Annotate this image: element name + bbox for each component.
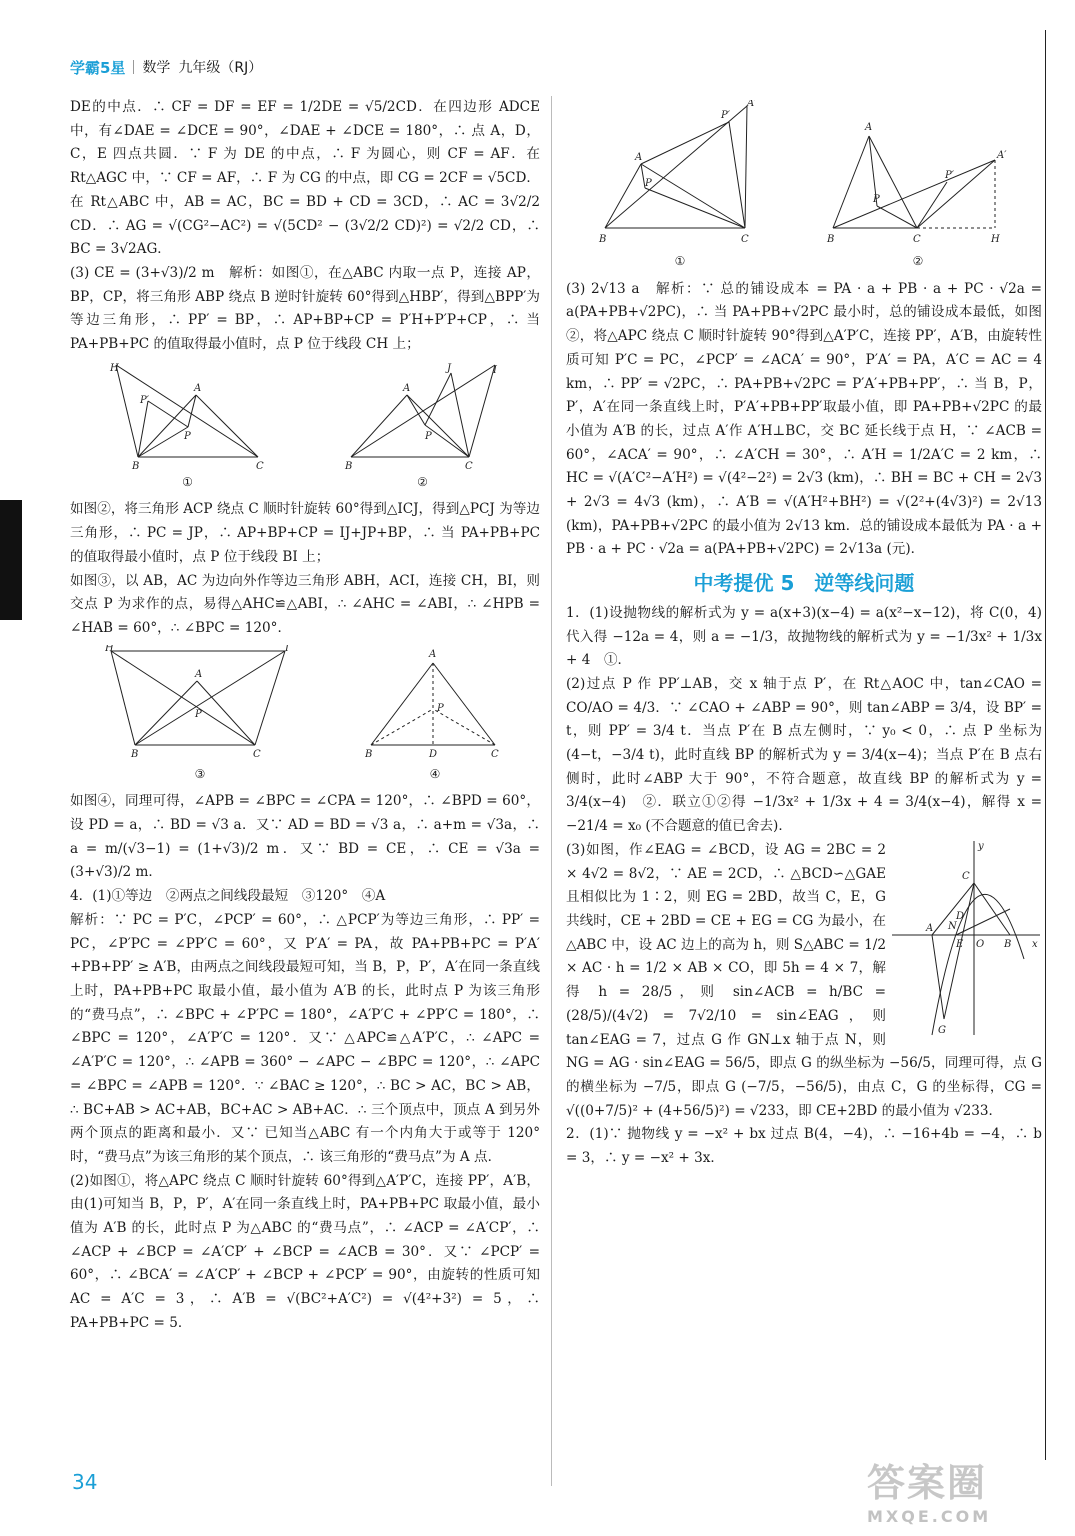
figure-row-3-4 — [70, 645, 540, 787]
page-number: 34 — [72, 1470, 98, 1494]
question-1-part-1: 1．(1)设抛物线的解析式为 y = a(x+3)(x−4) = a(x²−x−12)，将 C(0，4)代入得 −12a = 4，则 a = −1/3，故抛物线的解析式为 y = −1/3x² + 1/3x + 4 ①． — [566, 604, 1042, 669]
figure-1 — [108, 361, 268, 495]
svg-text:A: A — [429, 648, 437, 660]
svg-text:A: A — [865, 122, 873, 133]
svg-text:C: C — [913, 234, 921, 245]
watermark-logo — [867, 1452, 1047, 1526]
parabola-figure-diagram — [892, 839, 1042, 1039]
svg-text:P: P — [645, 178, 652, 189]
right-column — [566, 96, 1042, 1171]
figure-4-caption: ④ — [429, 766, 441, 781]
question-1-part-2: (2)过点 P 作 PP′⊥AB，交 x 轴于点 P′，在 Rt△AOC 中，tan∠CAO = CO/AO = 4/3．∵ ∠CAO + ∠ABP = 90°，则 tan∠ABP = 3/4，设 BP′ = t，则 PP′ = 3/4 t．当点 P′在 B 点左侧时，∵ y₀ < 0，∴ 点 P 坐标为 (4−t，−3/4 t)，此时直线 BP 的解析式为 y = 3/4(x−4)；当点 P′在 B 点右侧时，此时∠ABP 大于 90°，不符合题意，故直线 BP 的解析式为 y = 3/4(x−4) ②．联立①②得 −1/3x² + 1/3x + 4 = 3/4(x−4)，解得 x = −21/4 = x₀ (不合题意的值已舍去)． — [566, 675, 1042, 835]
svg-text:A: A — [926, 922, 934, 934]
column-divider — [551, 96, 552, 1486]
svg-text:P′: P′ — [721, 110, 730, 121]
left-paragraph-3: 如图②，将三角形 ACP 绕点 C 顺时针旋转 60°得到△ICJ，得到△PCJ 为等边三角形，∴ PC = JP，∴ AP+BP+CP = IJ+JP+BP，∴ 当 PA+PB+PC 的值取得最小值时，点 P 位于线段 BI 上； — [70, 501, 540, 565]
svg-text:H: H — [991, 234, 1000, 245]
svg-text:E: E — [956, 938, 964, 950]
svg-text:D: D — [956, 910, 965, 922]
right-paragraph-1: (3) 2√13 a 解析：∵ 总的铺设成本 = PA · a + PB · a + PC · √2a = a(PA+PB+√2PC)，∴ 当 PA+PB+√2PC 最小时，总的铺设成本最低，如图②，将△APC 绕点 C 顺时针旋转 90°得到△A′P′C，连接 PP′，A′B，由旋转性质可知 P′C = PC，∠PCP′ = ∠ACA′ = 90°，P′A′ = PA，A′C = AC = 4 km，∴ PP′ = √2PC，∴ PA+PB+√2PC = P′A′+PB+PP′，∴ 当 B，P，P′，A′在同一条直线上时，P′A′+PB+PP′取最小值，即 PA+PB+√2PC 的最小值为 A′B 的长，过点 A′作 A′H⊥BC，交 BC 延长线于点 H，∵ ∠ACB = 60°，∠ACA′ = 90°，∴ ∠A′CH = 30°，∴ A′H = 1/2A′C = 2 km，∴ HC = √(A′C²−A′H²) = √(4²−2²) = 2√3 (km)，∴ BH = BC + CH = 2√3 + 2√3 = 4√3 (km)，∴ A′B = √(A′H²+BH²) = √(2²+(4√3)²) = 2√13 (km)，PA+PB+√2PC 的最小值为 2√13 km．总的铺设成本最低为 PA · a + PB · a + PC · √2a = a(PA+PB+√2PC) = 2√13a (元)． — [566, 280, 1042, 558]
svg-text:P′: P′ — [139, 394, 149, 406]
figure-4-diagram — [365, 645, 505, 763]
figure-2-diagram — [343, 361, 503, 471]
figure-1-caption: ① — [182, 474, 193, 489]
header-divider — [133, 60, 134, 74]
figure-B — [823, 100, 1013, 274]
brand-logo: 学霸5星 — [70, 58, 126, 77]
svg-text:P: P — [195, 708, 202, 720]
svg-text:I: I — [492, 364, 497, 376]
svg-text:B: B — [599, 234, 607, 245]
figure-2-caption: ② — [417, 474, 428, 489]
section-title: 中考提优 5 逆等线问题 — [693, 571, 915, 596]
svg-text:B: B — [827, 234, 835, 245]
header-subject: 数学 — [142, 60, 171, 76]
page-edge-line — [1045, 30, 1046, 1460]
parabola-figure — [892, 839, 1042, 1048]
question-1-part-3: (3)如图，作∠EAG = ∠BCD，设 AG = 2BC = 2 × 4√2 = 8√2，∵ AE = 2CD，∴ △BCD∽△GAE 且相似比为 1∶2，则 EG = 2BD，故当 C，E，G 共线时，CE + 2BD = CE + EG = CG 为最小，在△ABC 中，设 AC 边上的高为 h，则 S△ABC = 1/2 × AC · h = 1/2 × AB × CO，即 5h = 4 × 7，解得 h = 28/5，则 sin∠ACB = h/BC = (28/5)/(4√2) = 7√2/10 = sin∠EAG，则 tan∠EAG = 7，过点 G 作 GN⊥x 轴于点 N，则 NG = AG · sin∠EAG = 56/5，即点 G 的纵坐标为 −56/5，同理可得，点 G 的横坐标为 −7/5，即点 G (−7/5，−56/5)，由点 C，G 的坐标得，CG = √((0+7/5)² + (4+56/5)²) = √233，即 CE+2BD 的最小值为 √233． — [566, 841, 1042, 1119]
side-tab-marker — [0, 500, 22, 620]
page-header — [70, 56, 262, 78]
svg-text:P′: P′ — [945, 170, 954, 181]
figure-A-caption: ① — [674, 254, 686, 268]
question-2-part-1: 2．(1)∵ 抛物线 y = −x² + bx 过点 B(4，−4)，∴ −16+4b = −4，∴ b = 3，∴ y = −x² + 3x． — [566, 1126, 1042, 1167]
svg-text:D: D — [429, 748, 438, 760]
svg-text:A′: A′ — [997, 150, 1007, 161]
svg-text:I: I — [285, 644, 289, 654]
figure-3-caption: ③ — [194, 766, 206, 781]
figure-B-caption: ② — [912, 254, 924, 268]
svg-text:P: P — [873, 194, 880, 205]
svg-text:B: B — [344, 460, 352, 471]
svg-text:C: C — [255, 460, 264, 471]
svg-text:P: P — [424, 430, 432, 442]
left-paragraph-5: 如图④，同理可得，∠APB = ∠BPC = ∠CPA = 120°，∴ ∠BPD = 60°，设 PD = a，∴ BD = √3 a．又∵ AD = BD = √3 a，∴ a+m = √3a，∴ a = m/(√3−1) = (1+√3)/2 m．又∵ BD = CE，∴ CE = √3a = (3+√3)/2 m． — [70, 793, 540, 881]
figure-3-diagram — [105, 645, 295, 763]
svg-text:N: N — [948, 920, 957, 932]
svg-text:A: A — [193, 382, 201, 394]
svg-text:y: y — [978, 840, 984, 852]
watermark-url: MXQE.COM — [867, 1507, 992, 1526]
figure-B-diagram — [823, 100, 1013, 250]
left-paragraph-1: DE的中点．∴ CF = DF = EF = 1/2DE = √5/2CD．在四边形 ADCE 中，有∠DAE = ∠DCE = 90°，∠DAE + ∠DCE = 180°，∴ 点 A，D，C，E 四点共圆．∵ F 为 DE 的中点，∴ F 为圆心，则 CF = AF．在 Rt△AGC 中，∵ CF = AF，∴ F 为 CG 的中点，即 CG = 2CF = √5CD．在 Rt△ABC 中，AB = AC，BC = BD + CD = 3CD，∴ AC = 3√2/2 CD．∴ AG = √(CG²−AC²) = √(5CD² − (3√2/2 CD)²) = √2/2 CD，∴ BC = 3√2AG． — [70, 99, 540, 258]
svg-text:x: x — [1032, 938, 1038, 950]
figure-3 — [105, 645, 295, 787]
svg-text:A: A — [635, 152, 643, 163]
svg-text:H: H — [109, 362, 119, 374]
figure-1-diagram — [108, 361, 268, 471]
left-paragraph-6: 4．(1)①等边 ②两点之间线段最短 ③120° ④A — [70, 888, 386, 905]
svg-text:A′: A′ — [747, 100, 757, 109]
figure-4 — [365, 645, 505, 787]
figure-A — [595, 100, 765, 274]
svg-text:O: O — [976, 938, 985, 950]
header-grade: 九年级（RJ） — [178, 60, 263, 76]
left-column — [70, 96, 540, 1336]
svg-text:A: A — [402, 382, 410, 394]
svg-text:G: G — [938, 1024, 946, 1036]
svg-text:C: C — [741, 234, 749, 245]
svg-text:A: A — [195, 668, 203, 680]
figure-A-diagram — [595, 100, 765, 250]
svg-text:P: P — [183, 430, 191, 442]
svg-text:B: B — [1004, 938, 1012, 950]
svg-text:B: B — [131, 460, 139, 471]
figure-2 — [343, 361, 503, 495]
watermark-text: 答案圈 — [867, 1461, 988, 1505]
left-paragraph-8: (2)如图①，将△APC 绕点 C 顺时针旋转 60°得到△A′P′C，连接 PP′，A′B，由(1)可知当 B，P，P′，A′在同一条直线上时，PA+PB+PC 取最小值，最小值为 A′B 的长，此时点 P 为△ABC 的“费马点”，∴ ∠ACP = ∠A′CP′，∴ ∠ACP + ∠BCP = ∠A′CP′ + ∠BCP = ∠ACB = 30°．又∵ ∠PCP′ = 60°，∴ ∠BCA′ = ∠A′CP′ + ∠BCP + ∠PCP′ = 90°，由旋转的性质可知 AC = A′C = 3，∴ A′B = √(BC²+A′C²) = √(4²+3²) = 5，∴ PA+PB+PC = 5． — [70, 1172, 540, 1331]
figure-row-A-B — [566, 100, 1042, 274]
figure-row-1-2 — [70, 361, 540, 495]
svg-text:C: C — [464, 460, 473, 471]
svg-text:H: H — [105, 644, 114, 654]
left-paragraph-7: 解析：∵ PC = P′C，∠PCP′ = 60°，∴ △PCP′为等边三角形，∴ PP′ = PC，∠P′PC = ∠PP′C = 60°，又 P′A′ = PA，故 PA+PB+PC = P′A′+PB+PP′ ≥ A′B，由两点之间线段最短可知，当 B，P，P′，A′在同一条直线上时，PA+PB+PC 取最小值，最小值为 A′B 的长，此时点 P 为该三角形的“费马点”，∴ ∠BPC + ∠P′PC = 180°，∠A′P′C + ∠PP′C = 180°，∴ ∠BPC = 120°，∠A′P′C = 120°．又∵ △APC≌△A′P′C，∴ ∠APC = ∠A′P′C = 120°，∴ ∠APB = 360° − ∠APC − ∠BPC = 120°，∴ ∠APC = ∠BPC = ∠APB = 120°．∵ ∠BAC ≥ 120°，∴ BC > AC，BC > AB，∴ BC+AB > AC+AB，BC+AC > AB+AC．∴ 三个顶点中，顶点 A 到另外两个顶点的距离和最小．又∵ 已知当△ABC 有一个内角大于或等于 120°时，“费马点”为该三角形的某个顶点，∴ 该三角形的“费马点”为 A 点． — [70, 911, 540, 1165]
svg-text:B: B — [365, 748, 373, 760]
svg-text:J: J — [446, 362, 451, 374]
left-paragraph-2: (3) CE = (3+√3)/2 m 解析：如图①，在△ABC 内取一点 P，连接 AP，BP，CP，将三角形 ABP 绕点 B 逆时针旋转 60°得到△HBP′，得到△BPP′为等边三角形，∴ PP′ = BP，∴ AP+BP+CP = P′H+P′P+CP，∴ 当 PA+PB+PC 的值取得最小值时，点 P 位于线段 CH 上； — [70, 264, 540, 353]
svg-text:C: C — [962, 870, 970, 882]
left-paragraph-4: 如图③，以 AB，AC 为边向外作等边三角形 ABH，ACI，连接 CH，BI，则交点 P 为求作的点，易得△AHC≌△ABI，∴ ∠AHC = ∠ABI，∴ ∠HPB = ∠HAB = 60°，∴ ∠BPC = 120°． — [70, 572, 540, 636]
svg-text:P: P — [437, 702, 444, 714]
svg-text:B: B — [131, 748, 139, 760]
svg-text:C: C — [491, 748, 499, 760]
svg-text:C: C — [253, 748, 261, 760]
